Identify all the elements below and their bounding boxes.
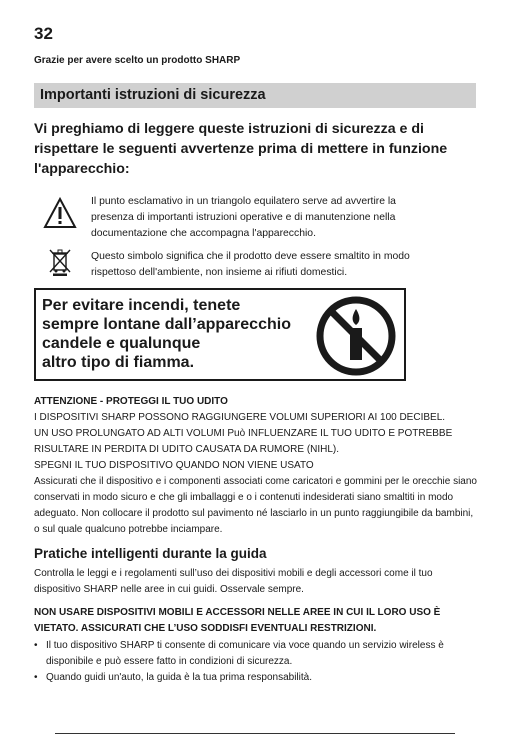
- warning-symbol-description: Il punto esclamativo in un triangolo equilatero serve ad avvertire la presenza di importanti istruzioni operative e di manutenzione nella documentazione che accompagna l'apparecchio.: [91, 196, 396, 239]
- list-item: • Il tuo dispositivo SHARP ti consente di comunicare via voce quando un servizio wireless è disponibile e può essere fatto in condizioni di sicurezza.: [34, 638, 478, 670]
- list-item: • Quando guidi un'auto, la guida è la tua prima responsabilità.: [34, 670, 478, 686]
- footer-divider: [55, 733, 455, 734]
- warning-triangle-icon: [43, 197, 77, 229]
- hearing-section: [34, 394, 478, 538]
- driving-warning: NON USARE DISPOSITIVI MOBILI E ACCESSORI NELLE AREE IN CUI IL LORO USO È VIETATO. ASSICURATI CHE L’USO SODDISFI EVENTUALI RESTRIZIONI.: [34, 607, 441, 634]
- fire-warning-line: altro tipo di fiamma.: [42, 354, 195, 371]
- fire-warning-text: [42, 296, 332, 372]
- driving-paragraph: Controlla le leggi e i regolamenti sull’uso dei dispositivi mobili e degli accessori come il tuo dispositivo SHARP nelle aree in cui guidi. Osservale sempre.: [34, 568, 433, 595]
- fire-warning-line: candele e qualunque: [42, 335, 201, 352]
- hearing-paragraph: Assicurati che il dispositivo e i componenti associati come caricatori e gommini per le orecchie siano conservati in modo sicuro e che gli imballaggi e o i contenuti indesiderati siano smaltiti in modo adeguato. Non collocare il prodotto sul pavimento né lasciarlo in un punto raggiungibile da bambini, o sul quale qualcuno potrebbe inciampare.: [34, 476, 477, 535]
- section-banner: [34, 83, 476, 108]
- driving-bullet-list: [34, 638, 478, 686]
- page-number: 32: [34, 24, 53, 43]
- hearing-title: ATTENZIONE - PROTEGGI IL TUO UDITO: [34, 396, 228, 407]
- crossed-bin-icon: [48, 248, 72, 276]
- hearing-line: SPEGNI IL TUO DISPOSITIVO QUANDO NON VIENE USATO: [34, 460, 314, 471]
- hearing-line: UN USO PROLUNGATO AD ALTI VOLUMI Può INFLUENZARE IL TUO UDITO E POTREBBE RISULTARE IN PERDITA DI UDITO CAUSATA DA RUMORE (NIHL).: [34, 428, 453, 455]
- fire-warning-box: [34, 288, 406, 381]
- intro-paragraph: Vi preghiamo di leggere queste istruzioni di sicurezza e di rispettare le seguenti avvertenze prima di mettere in funzione l'apparecchio:: [34, 121, 448, 177]
- section-title: Importanti istruzioni di sicurezza: [40, 87, 266, 103]
- hearing-line: I DISPOSITIVI SHARP POSSONO RAGGIUNGERE VOLUMI SUPERIORI AI 100 DECIBEL.: [34, 412, 446, 423]
- no-candle-icon: [315, 295, 397, 377]
- driving-heading: Pratiche intelligenti durante la guida: [34, 546, 267, 561]
- bin-symbol-description: Questo simbolo significa che il prodotto deve essere smaltito in modo rispettoso dell'ambiente, non insieme ai rifiuti domestici.: [91, 251, 410, 278]
- page-subtitle: Grazie per avere scelto un prodotto SHARP: [34, 55, 241, 66]
- fire-warning-line: Per evitare incendi, tenete: [42, 297, 241, 314]
- fire-warning-line: sempre lontane dall’apparecchio: [42, 316, 291, 333]
